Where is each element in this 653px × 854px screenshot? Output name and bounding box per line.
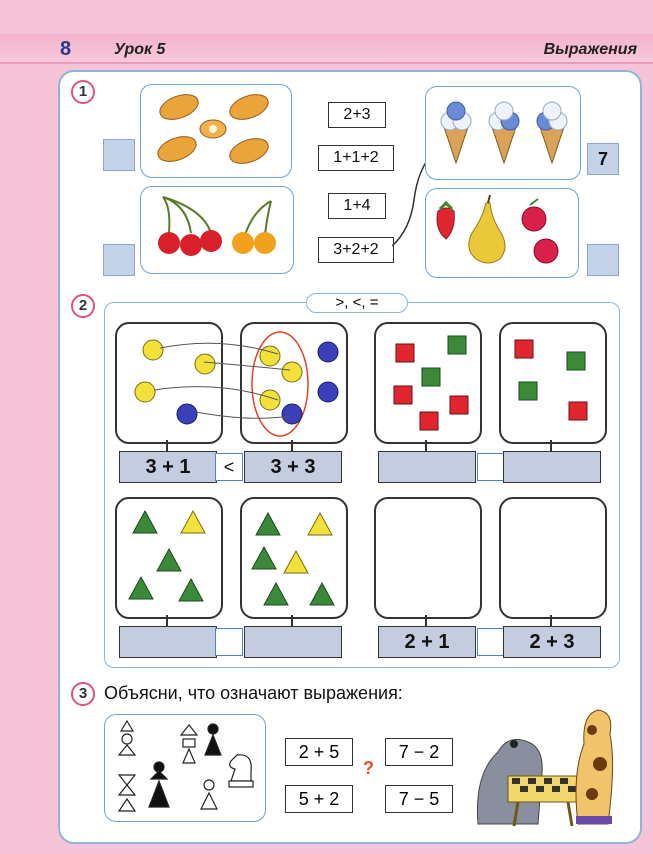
task1-expr-4: 3+2+2 xyxy=(318,237,394,263)
berries-picture-card xyxy=(425,188,579,278)
chess-pieces-icon xyxy=(105,715,265,821)
matching-lines xyxy=(140,330,290,430)
frame-squares-left xyxy=(374,322,482,444)
compare-box-row1-b[interactable] xyxy=(477,453,505,481)
task1-expr-3: 1+4 xyxy=(328,193,386,219)
lesson-title: Урок 5 xyxy=(114,41,166,58)
frame-triangles-right xyxy=(240,497,348,619)
expr-sign-row1-left: 3 + 1 xyxy=(119,451,217,483)
bread-rolls-icon xyxy=(141,85,291,177)
ice-cream-picture-card xyxy=(425,86,581,180)
ice-cream-cones-icon xyxy=(426,87,580,179)
expr-sign-row1-right: 3 + 3 xyxy=(244,451,342,483)
page-number: 8 xyxy=(60,38,72,60)
expr-sign-row1-blank-right[interactable] xyxy=(503,451,601,483)
strawberries-pear-raspberries-icon xyxy=(426,189,578,277)
animals-chess-illustration xyxy=(468,704,618,834)
answer-box-ice-cream[interactable]: 7 xyxy=(587,143,619,175)
frame-triangles-left xyxy=(115,497,223,619)
task-2-number: 2 xyxy=(71,294,95,318)
triangles-icon xyxy=(242,499,346,617)
task3-expr-4: 7 − 5 xyxy=(385,785,453,813)
expr-sign-row2-blank-left[interactable] xyxy=(119,626,217,658)
frame-squares-right xyxy=(499,322,607,444)
task3-expr-3: 5 + 2 xyxy=(285,785,353,813)
expr-sign-row2-right: 2 + 3 xyxy=(503,626,601,658)
topic-title: Выражения xyxy=(543,41,637,58)
answer-box-bread[interactable] xyxy=(103,139,135,171)
answer-box-berries[interactable] xyxy=(587,244,619,276)
frame-empty-right[interactable] xyxy=(499,497,607,619)
squares-icon xyxy=(376,324,480,442)
header-divider xyxy=(0,62,653,64)
expr-sign-row2-blank-right[interactable] xyxy=(244,626,342,658)
expr-sign-row2-left: 2 + 1 xyxy=(378,626,476,658)
task1-expr-1: 2+3 xyxy=(328,102,386,128)
expr-sign-row1-blank-left[interactable] xyxy=(378,451,476,483)
compare-box-row2-a[interactable] xyxy=(215,628,243,656)
signs-hint: >, <, = xyxy=(306,293,408,313)
compare-box-row2-b[interactable] xyxy=(477,628,505,656)
question-mark: ? xyxy=(363,758,374,778)
chess-pieces-card xyxy=(104,714,266,822)
answer-box-cherries[interactable] xyxy=(103,244,135,276)
triangles-icon xyxy=(117,499,221,617)
task-3-number: 3 xyxy=(71,682,95,706)
compare-box-row1-a[interactable]: < xyxy=(215,453,243,481)
task3-expr-2: 7 − 2 xyxy=(385,738,453,766)
cherries-picture-card xyxy=(140,186,294,274)
task3-expr-1: 2 + 5 xyxy=(285,738,353,766)
cherries-icon xyxy=(141,187,293,273)
bread-picture-card xyxy=(140,84,292,178)
task-3-instruction: Объясни, что означают выражения: xyxy=(104,683,403,703)
frame-empty-left[interactable] xyxy=(374,497,482,619)
task1-expr-2: 1+1+2 xyxy=(318,145,394,171)
squares-icon xyxy=(501,324,605,442)
task-1-number: 1 xyxy=(71,80,95,104)
